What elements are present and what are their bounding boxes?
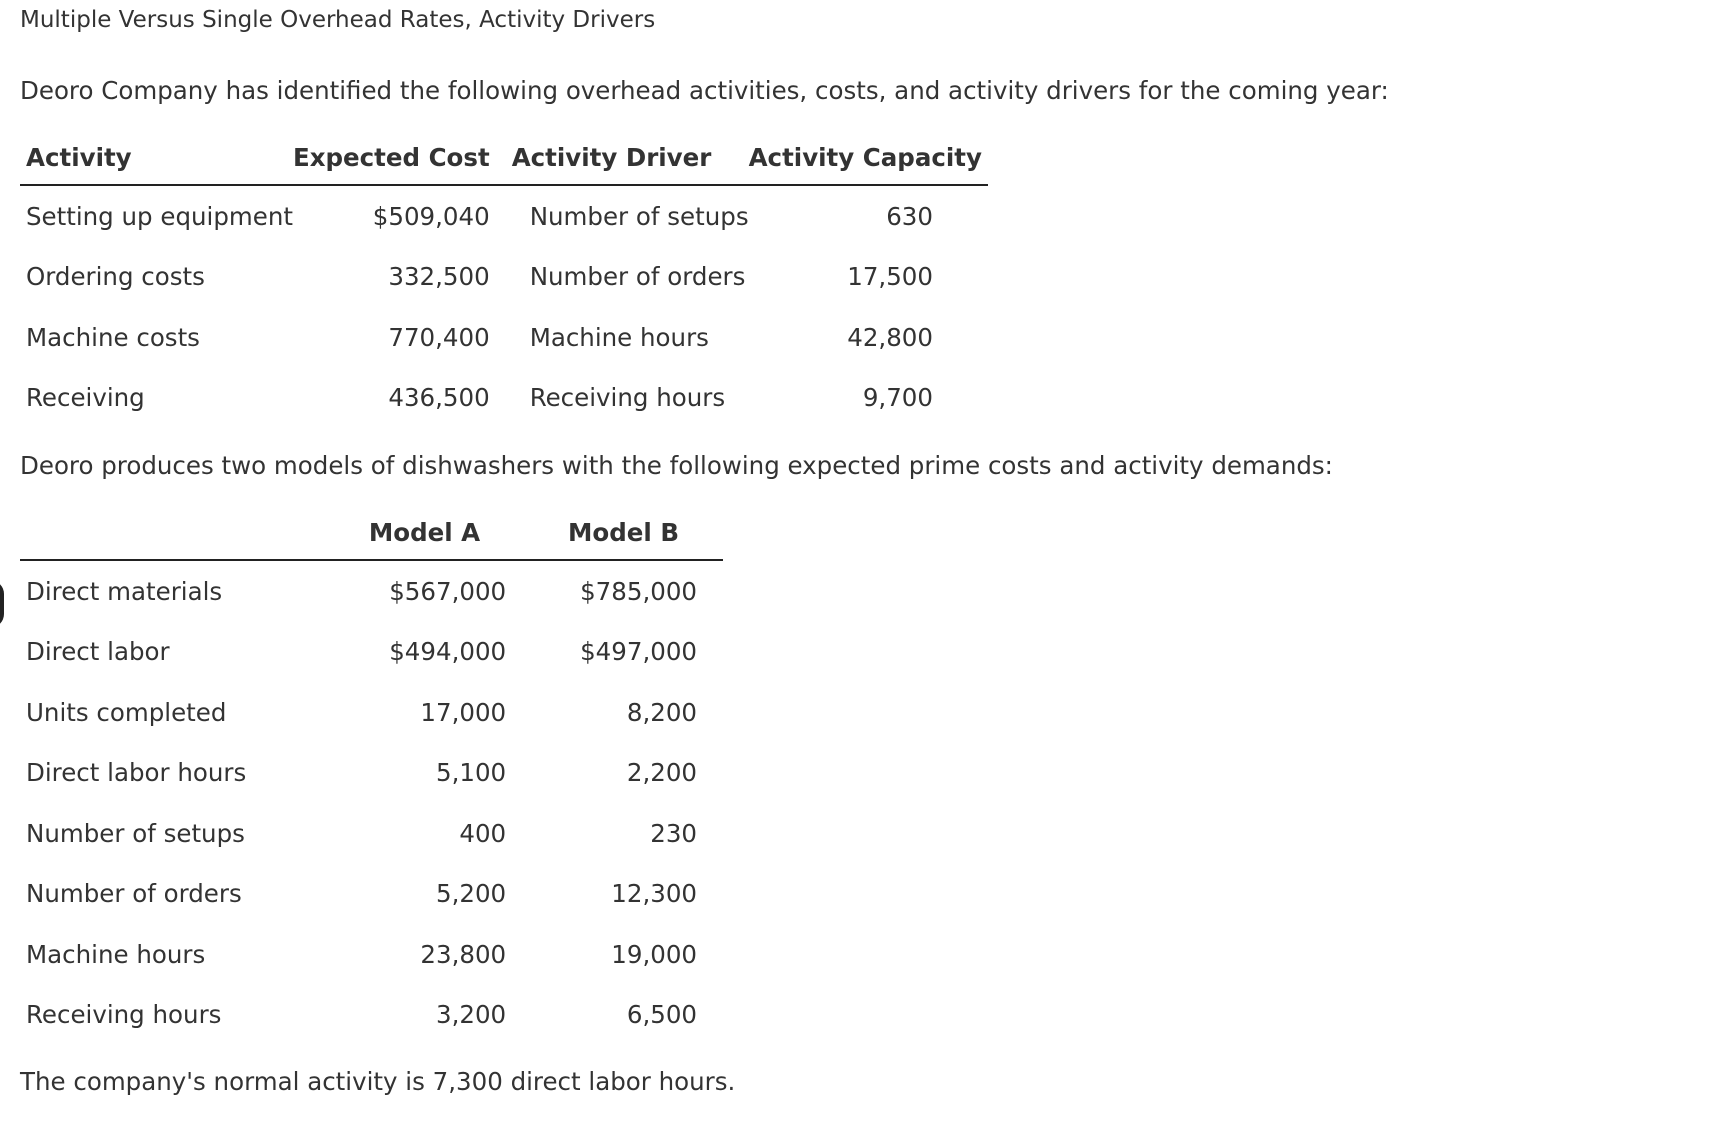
activity-driver: Number of orders — [529, 262, 746, 292]
table-row — [20, 368, 988, 429]
model-a-value: 17,000 — [420, 697, 507, 727]
item-label: Direct labor hours — [26, 758, 247, 788]
item-label: Direct materials — [26, 576, 223, 606]
expected-cost: 332,500 — [388, 262, 490, 292]
table-row — [20, 247, 988, 308]
model-a-value: 5,100 — [435, 758, 507, 788]
activity-name: Ordering costs — [26, 262, 205, 292]
activity-driver: Receiving hours — [529, 383, 726, 413]
header-model-a: Model A — [305, 505, 506, 560]
header-activity-driver: Activity Driver — [490, 130, 749, 185]
table-row — [20, 185, 988, 247]
activity-capacity: 17,500 — [847, 262, 933, 292]
model-a-value: 400 — [459, 818, 507, 848]
table-row — [20, 622, 723, 683]
item-label: Number of orders — [26, 879, 242, 909]
item-label: Receiving hours — [26, 1000, 222, 1030]
activity-name: Receiving — [26, 383, 145, 413]
table-row — [20, 560, 723, 622]
model-b-value: 8,200 — [626, 697, 697, 727]
model-b-value: 12,300 — [611, 879, 697, 909]
model-a-value: 3,200 — [435, 1000, 507, 1030]
model-b-value: 19,000 — [611, 939, 697, 969]
item-label: Number of setups — [26, 818, 245, 848]
activities-table — [20, 130, 988, 428]
header-activity-capacity: Activity Capacity — [749, 130, 988, 185]
table-row — [20, 803, 723, 864]
expected-cost: 770,400 — [388, 322, 490, 352]
model-b-value: 2,200 — [626, 758, 697, 788]
expected-cost: $509,040 — [372, 201, 490, 231]
page-title: Multiple Versus Single Overhead Rates, Activity Drivers — [20, 7, 656, 33]
model-b-value: 6,500 — [626, 1000, 697, 1030]
activity-driver: Number of setups — [529, 201, 749, 231]
model-a-value: 5,200 — [435, 879, 507, 909]
item-label: Direct labor — [26, 637, 170, 667]
model-a-value: 23,800 — [420, 939, 507, 969]
models-table — [20, 505, 723, 1045]
model-a-value: $567,000 — [389, 576, 507, 606]
models-header-row — [20, 505, 723, 560]
activity-name: Machine costs — [26, 322, 200, 352]
model-b-value: 230 — [650, 818, 697, 848]
table-row — [20, 743, 723, 804]
table-row — [20, 307, 988, 368]
closing-paragraph: The company's normal activity is 7,300 direct labor hours. — [20, 1067, 736, 1096]
table-row — [20, 682, 723, 743]
header-blank — [20, 505, 305, 560]
models-paragraph: Deoro produces two models of dishwashers with the following expected prime costs and activity demands: — [20, 451, 1333, 480]
header-model-b: Model B — [506, 505, 723, 560]
model-a-value: $494,000 — [389, 637, 507, 667]
header-activity: Activity — [20, 130, 293, 185]
intro-paragraph: Deoro Company has identified the following overhead activities, costs, and activity drivers for the coming year: — [20, 76, 1389, 105]
header-expected-cost: Expected Cost — [293, 130, 490, 185]
activity-capacity: 9,700 — [862, 383, 933, 413]
activity-driver: Machine hours — [529, 322, 709, 352]
model-b-value: $497,000 — [580, 637, 697, 667]
table-row — [20, 924, 723, 985]
expected-cost: 436,500 — [388, 383, 490, 413]
edge-marker — [0, 580, 4, 628]
item-label: Machine hours — [26, 939, 206, 969]
activities-header-row — [20, 130, 988, 185]
activity-name: Setting up equipment — [26, 201, 293, 231]
model-b-value: $785,000 — [580, 576, 697, 606]
activity-capacity: 42,800 — [847, 322, 933, 352]
table-row — [20, 864, 723, 925]
table-row — [20, 985, 723, 1046]
item-label: Units completed — [26, 697, 227, 727]
activity-capacity: 630 — [886, 201, 933, 231]
